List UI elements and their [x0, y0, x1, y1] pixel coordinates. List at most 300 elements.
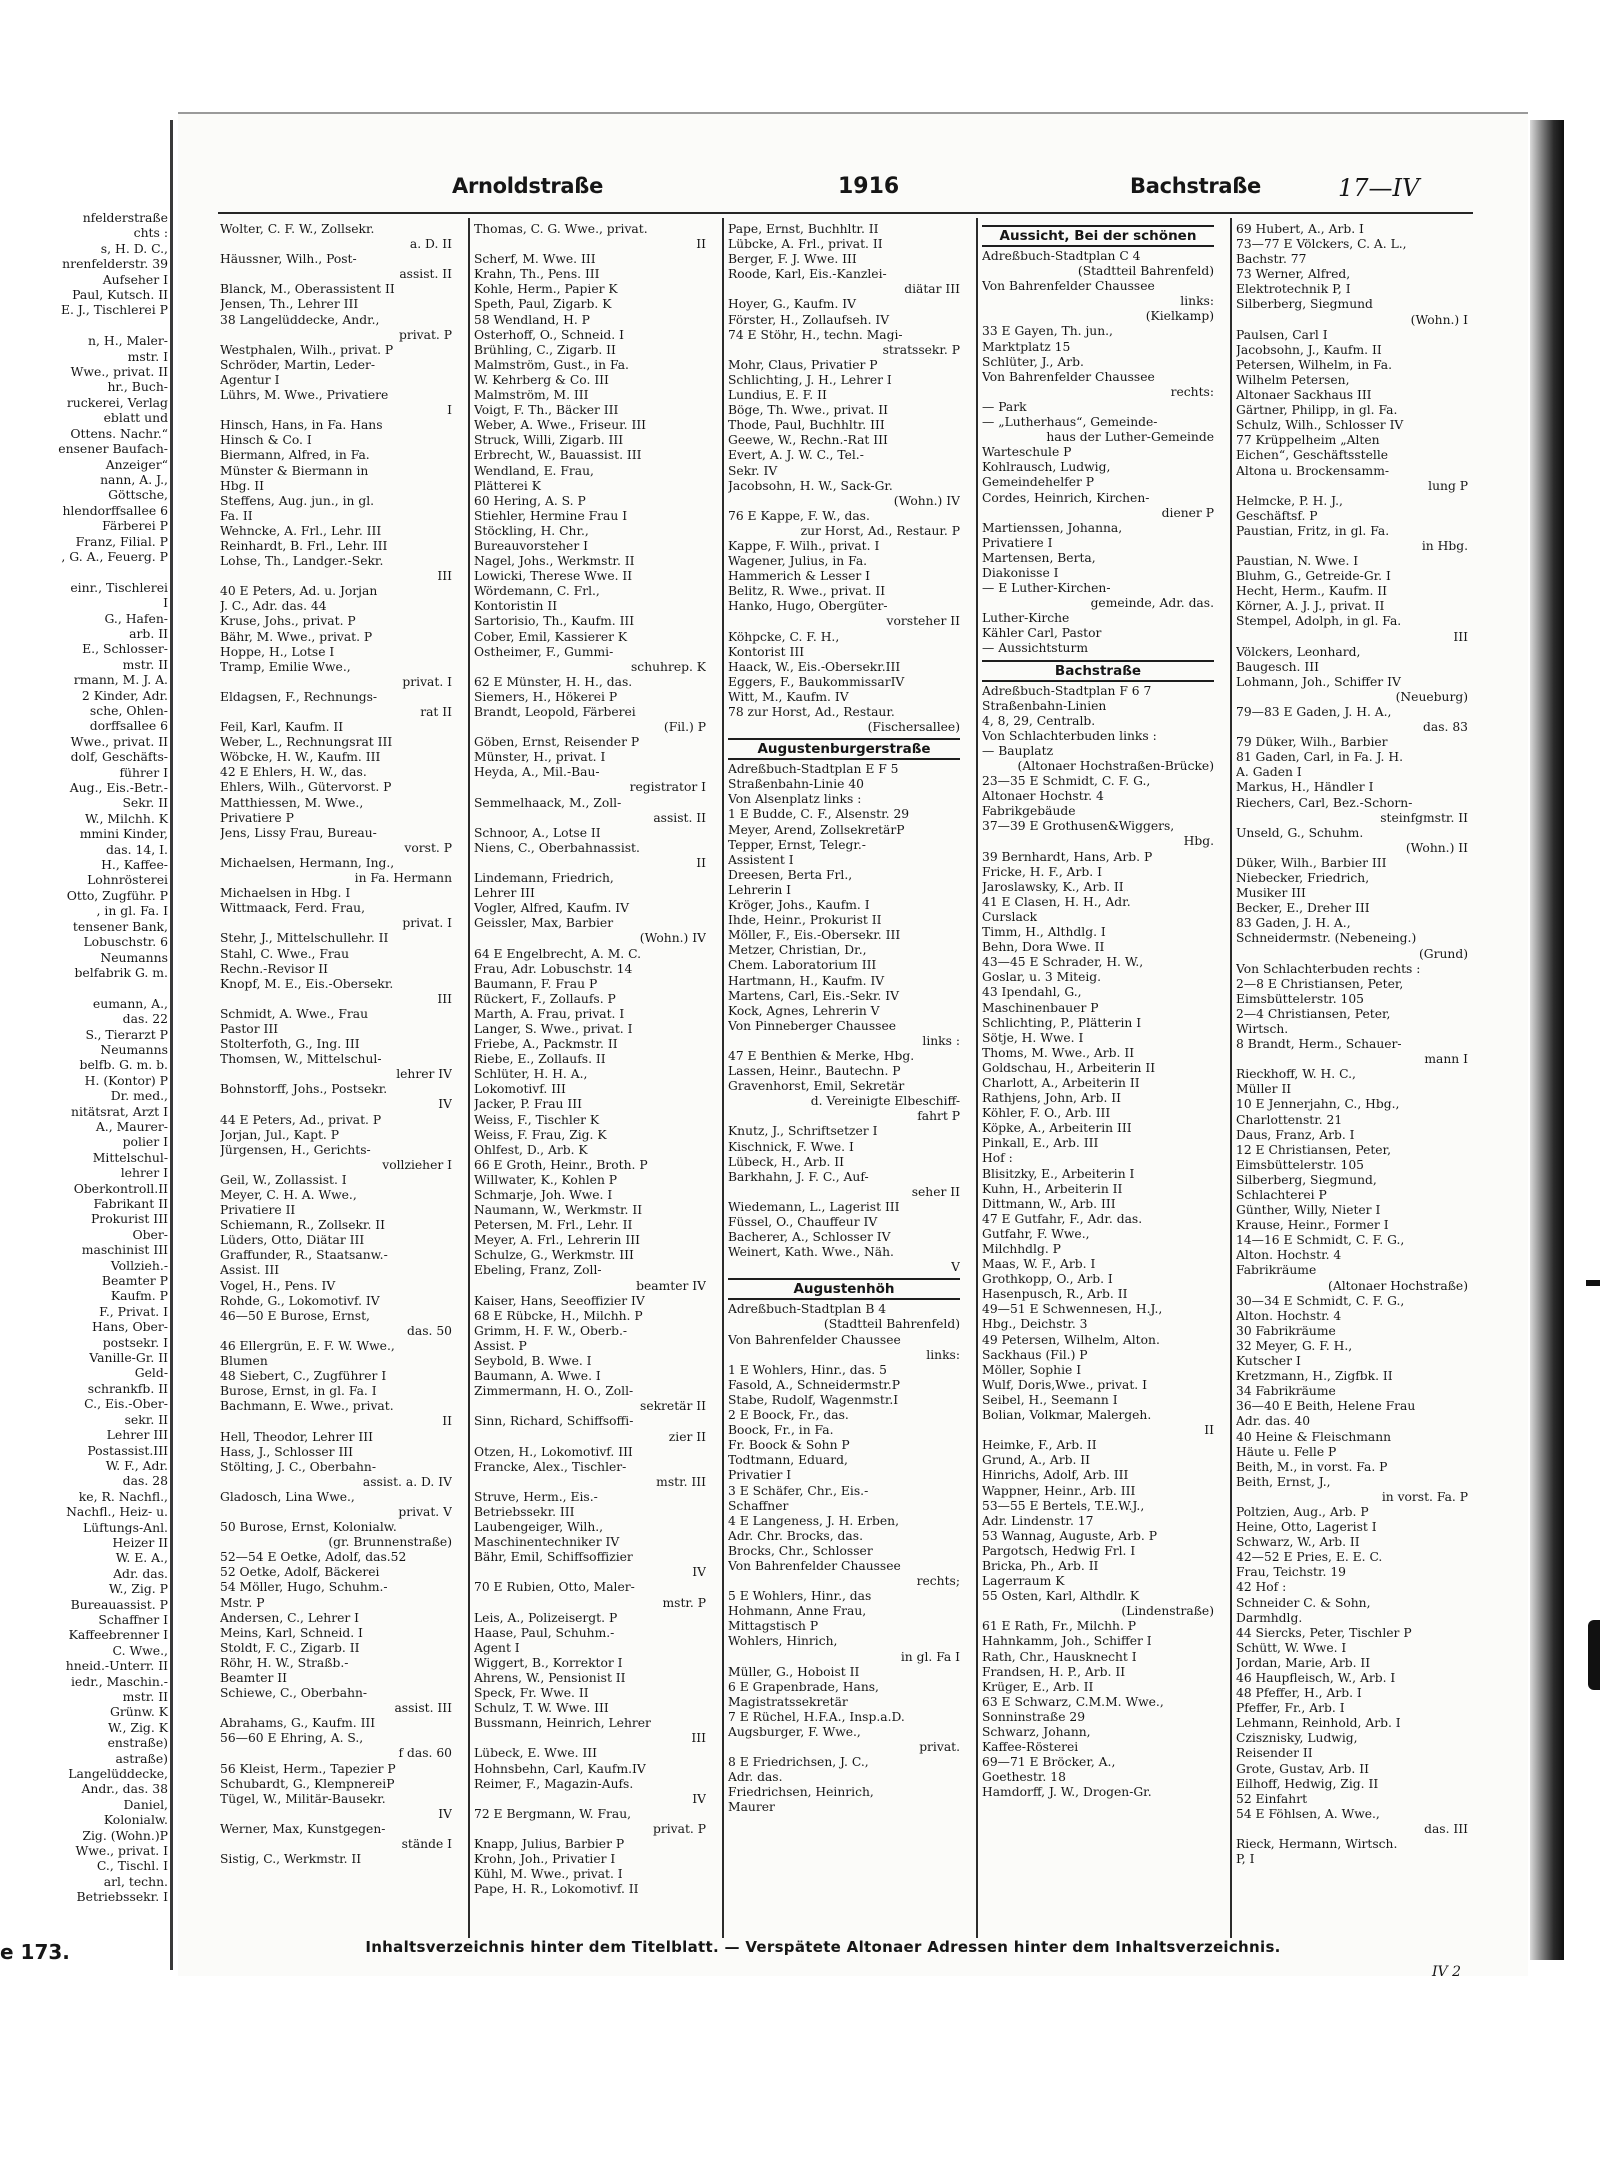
- directory-entry-line: 2—4 Christiansen, Peter,: [1236, 1006, 1391, 1021]
- directory-entry-line: 76 E Kappe, F. W., das.: [728, 508, 870, 523]
- directory-entry-line: Geissler, Max, Barbier: [474, 916, 614, 931]
- directory-entry-line: 2—8 E Christiansen, Peter,: [1236, 976, 1404, 991]
- directory-entry-line: Hoyer, G., Kaufm. IV: [728, 297, 857, 312]
- directory-entry-line: (Kielkamp): [1145, 309, 1214, 324]
- directory-entry-line: 39 Bernhardt, Hans, Arb. P: [982, 849, 1153, 864]
- directory-entry-line: Hecht, Herm., Kaufm. II: [1236, 584, 1388, 599]
- directory-entry-line: Reisender II: [1236, 1746, 1313, 1761]
- facing-page-line: , in gl. Fa. I: [96, 903, 168, 919]
- directory-entry-line: Sartorisio, Th., Kaufm. III: [474, 614, 635, 629]
- directory-entry-line: Lübeck, H., Arb. II: [728, 1154, 845, 1169]
- directory-entry-line: beamter IV: [636, 1278, 706, 1293]
- facing-page-line: s, H. D. C.,: [100, 240, 168, 256]
- directory-entry-line: (Stadtteil Bahrenfeld): [823, 1317, 960, 1332]
- directory-entry-line: 70 E Rubien, Otto, Maler-: [474, 1580, 635, 1595]
- directory-entry-line: 50 Burose, Ernst, Kolonialw.: [220, 1520, 397, 1535]
- directory-entry-line: Mittagstisch P: [728, 1619, 819, 1634]
- directory-entry-line: Häussner, Wilh., Post-: [220, 252, 357, 267]
- facing-page-line: W. F., Adr.: [105, 1457, 168, 1473]
- directory-entry-line: Sistig, C., Werkmstr. II: [220, 1852, 362, 1867]
- directory-entry-line: Förster, H., Zollaufseh. IV: [728, 312, 890, 327]
- directory-entry-line: assist. II: [399, 267, 452, 282]
- directory-entry-line: Von Pinneberger Chaussee: [728, 1018, 897, 1033]
- facing-page-line: das. 28: [122, 1473, 168, 1489]
- directory-entry-line: Pastor III: [220, 1021, 279, 1036]
- facing-page-line: Lohnrösterei: [87, 872, 168, 888]
- directory-entry-line: Diakonisse I: [982, 565, 1059, 580]
- directory-entry-line: Pfeffer, Fr., Arb. I: [1236, 1701, 1345, 1716]
- directory-entry-line: Schubardt, G., KlempnereiP: [220, 1776, 395, 1791]
- directory-entry-line: Hamdorff, J. W., Drogen-Gr.: [982, 1785, 1152, 1800]
- directory-entry-line: 1 E Budde, C. F., Alsenstr. 29: [728, 807, 910, 822]
- scan-binding-shadow: [1530, 120, 1564, 1960]
- directory-entry-line: rechts;: [916, 1574, 960, 1589]
- directory-entry-line: Möller, F., Eis.-Obersekr. III: [728, 928, 901, 943]
- directory-entry-line: Heyda, A., Mil.-Bau-: [474, 765, 600, 780]
- directory-entry-line: Agent I: [474, 1640, 520, 1655]
- facing-page-line: Wwe., privat. I: [75, 1843, 168, 1859]
- directory-entry-line: Chem. Laboratorium III: [728, 958, 877, 973]
- directory-entry-line: Baugesch. III: [1236, 659, 1319, 674]
- directory-entry-line: 52 Oetke, Adolf, Bäckerei: [220, 1565, 380, 1580]
- directory-entry-line: Andersen, C., Lehrer I: [220, 1610, 360, 1625]
- facing-page-line: führer I: [119, 764, 168, 780]
- directory-entry-line: Heimke, F., Arb. II: [982, 1438, 1097, 1453]
- directory-entry-line: Göben, Ernst, Reisender P: [474, 735, 640, 750]
- directory-entry-line: (Fil.) P: [663, 720, 706, 735]
- directory-entry-line: Seybold, B. Wwe. I: [474, 1354, 592, 1369]
- directory-entry-line: 74 E Stöhr, H., techn. Magi-: [728, 327, 903, 342]
- directory-entry-line: Thode, Paul, Buchhltr. III: [728, 418, 885, 433]
- directory-entry-line: Matthiessen, M. Wwe.,: [220, 795, 364, 810]
- directory-entry-line: lehrer IV: [396, 1067, 452, 1082]
- directory-entry-line: Schneider C. & Sohn,: [1236, 1595, 1371, 1610]
- facing-page-line: C. Wwe.,: [112, 1642, 168, 1658]
- facing-page-line: Geld-: [134, 1365, 168, 1381]
- facing-page-line: dorffsallee 6: [89, 718, 168, 734]
- directory-entry-line: privat. V: [398, 1504, 452, 1519]
- directory-entry-line: Gutfahr, F. Wwe.,: [982, 1226, 1090, 1241]
- facing-page-line: Vollzieh.-: [110, 1257, 168, 1273]
- directory-entry-line: 66 E Groth, Heinr., Broth. P: [474, 1157, 648, 1172]
- directory-entry-line: — „Lutherhaus“, Gemeinde-: [982, 415, 1158, 430]
- directory-entry-line: Fabrikräume: [1236, 1263, 1317, 1278]
- directory-entry-line: Mstr. P: [220, 1595, 265, 1610]
- directory-entry-line: steinfgmstr. II: [1380, 810, 1468, 825]
- directory-entry-line: Altonaer Sackhaus III: [1236, 388, 1372, 403]
- directory-entry-line: das. III: [1424, 1821, 1468, 1836]
- directory-entry-line: Laubengeiger, Wilh.,: [474, 1520, 604, 1535]
- directory-entry-line: (Fischersallee): [867, 720, 960, 735]
- directory-entry-line: (Lindenstraße): [1121, 1604, 1214, 1619]
- directory-entry-line: Martens, Carl, Eis.-Sekr. IV: [728, 988, 899, 1003]
- directory-entry-line: Geewe, W., Rechn.-Rat III: [728, 433, 888, 448]
- directory-entry-line: links:: [926, 1347, 960, 1362]
- directory-entry-line: Paustian, Fritz, in gl. Fa.: [1236, 523, 1390, 538]
- directory-entry-line: 72 E Bergmann, W. Frau,: [474, 1806, 632, 1821]
- directory-entry-line: Stehr, J., Mittelschullehr. II: [220, 931, 389, 946]
- facing-page-line: W., Milchh. K: [84, 810, 168, 826]
- directory-entry-line: Altonaer Hochstr. 4: [982, 789, 1104, 804]
- directory-entry-line: Jacobsohn, J., Kaufm. II: [1236, 342, 1382, 357]
- facing-page-line: C., Tischl. I: [96, 1858, 168, 1874]
- directory-entry-line: Assistent I: [728, 852, 794, 867]
- directory-entry-line: Wagener, Julius, in Fa.: [728, 554, 868, 569]
- directory-entry-line: Unseld, G., Schuhm.: [1236, 825, 1364, 840]
- directory-entry-line: Leis, A., Polizeisergt. P: [474, 1610, 618, 1625]
- directory-entry-line: Brocks, Chr., Schlosser: [728, 1543, 873, 1558]
- directory-entry-line: Goethestr. 18: [982, 1770, 1066, 1785]
- directory-entry-line: Schlüter, H. H. A.,: [474, 1067, 588, 1082]
- page-footer-notice: Inhaltsverzeichnis hinter dem Titelblatt. — Verspätete Altonaer Adressen hinter dem Inhaltsverzeichnis.: [365, 1938, 1281, 1956]
- directory-entry-line: Weiss, F. Frau, Zig. K: [474, 1127, 607, 1142]
- facing-page-line: Kaufm. P: [110, 1288, 168, 1304]
- directory-entry-line: das. 83: [1423, 720, 1468, 735]
- directory-entry-line: Silberberg, Siegmund: [1236, 297, 1373, 312]
- directory-entry-line: Kischnick, F. Wwe. I: [728, 1139, 854, 1154]
- directory-entry-line: 73—77 E Völckers, C. A. L.,: [1236, 237, 1407, 252]
- directory-entry-line: Röhr, H. W., Straßb.-: [220, 1655, 349, 1670]
- directory-entry-line: Brandt, Leopold, Färberei: [474, 705, 636, 719]
- directory-entry-line: Köhler, F. O., Arb. III: [982, 1106, 1111, 1121]
- directory-entry-line: Müller II: [1236, 1082, 1292, 1097]
- directory-entry-line: links:: [1180, 294, 1214, 309]
- directory-entry-line: II: [696, 855, 706, 870]
- directory-entry-line: Wehncke, A. Frl., Lehr. III: [220, 523, 382, 538]
- directory-entry-line: Hbg. II: [220, 478, 264, 493]
- directory-entry-line: Beamter II: [220, 1671, 288, 1685]
- directory-entry-line: Lagerraum K: [982, 1574, 1065, 1589]
- facing-page-line: polier I: [122, 1134, 168, 1150]
- directory-entry-line: Hoppe, H., Lotse I: [220, 644, 335, 659]
- directory-entry-line: Semmelhaack, M., Zoll-: [474, 795, 622, 810]
- directory-entry-line: 44 Siercks, Peter, Tischler P: [1236, 1625, 1412, 1640]
- directory-entry-line: Speck, Fr. Wwe. II: [474, 1686, 589, 1701]
- facing-page-line: Mittelschul-: [92, 1149, 168, 1165]
- directory-entry-line: Krahn, Th., Pens. III: [474, 267, 600, 282]
- directory-entry-line: Adr. das. 40: [1236, 1414, 1311, 1429]
- directory-entry-line: Schulz, Wilh., Schlosser IV: [1236, 418, 1404, 433]
- facing-page-line: sche, Ohlen-: [89, 703, 168, 718]
- facing-page-line: Bureauassist. P: [70, 1596, 168, 1612]
- directory-entry-line: Berger, F. J. Wwe. III: [728, 252, 857, 267]
- directory-entry-line: Kohle, Herm., Papier K: [474, 282, 618, 297]
- directory-entry-line: Warteschule P: [982, 445, 1072, 460]
- directory-entry-line: vorst. P: [404, 840, 452, 855]
- directory-entry-line: 46 Ellergrün, E. F. W. Wwe.,: [220, 1338, 395, 1353]
- directory-entry-line: Privatiere P: [220, 810, 294, 825]
- facing-page-fragment: [0, 120, 173, 1970]
- facing-page-line: Franz, Filial. P: [75, 533, 168, 549]
- directory-entry-line: 73 Werner, Alfred,: [1236, 267, 1351, 282]
- directory-entry-line: Maas, W. F., Arb. I: [982, 1257, 1096, 1272]
- directory-entry-line: sekretär II: [640, 1399, 706, 1414]
- facing-page-line: enstraße): [107, 1735, 168, 1751]
- directory-entry-line: Roode, Karl, Eis.-Kanzlei-: [728, 267, 887, 282]
- directory-entry-line: 46—50 E Burose, Ernst,: [220, 1308, 370, 1323]
- directory-entry-line: Cordes, Heinrich, Kirchen-: [982, 490, 1150, 505]
- directory-entry-line: Köhpcke, C. F. H.,: [728, 629, 840, 644]
- directory-entry-line: 69—71 E Bröcker, A.,: [982, 1755, 1116, 1770]
- directory-entry-line: 47 E Benthien & Merke, Hbg.: [728, 1048, 915, 1063]
- directory-entry-line: III: [1453, 629, 1468, 644]
- directory-entry-line: mann I: [1424, 1052, 1468, 1067]
- facing-page-line: belfb. G. m. b.: [79, 1057, 168, 1073]
- street-heading: Aussicht, Bei der schönen: [982, 225, 1214, 247]
- facing-page-line: Ottens. Nachr.“: [70, 425, 168, 441]
- facing-page-line: Fabrikant II: [93, 1196, 168, 1211]
- directory-entry-line: Eimsbüttelerstr. 105: [1236, 991, 1364, 1006]
- page-footer-code: IV 2: [1432, 1964, 1461, 1980]
- directory-entry-line: Wiggert, B., Korrektor I: [474, 1655, 623, 1670]
- directory-entry-line: Sekr. IV: [728, 463, 778, 478]
- facing-page-column: [0, 210, 170, 1905]
- directory-entry-line: Ohlfest, D., Arb. K: [474, 1142, 588, 1157]
- directory-entry-line: vorsteher II: [886, 614, 960, 629]
- directory-entry-line: Seibel, H., Seemann I: [982, 1392, 1118, 1407]
- directory-entry-line: 62 E Münster, H. H., das.: [474, 674, 633, 689]
- directory-entry-line: Münster, H., privat. I: [474, 750, 606, 765]
- directory-entry-line: Reinhardt, B. Frl., Lehr. III: [220, 538, 388, 553]
- directory-entry-line: Kock, Agnes, Lehrerin V: [728, 1003, 880, 1018]
- directory-entry-line: Jacker, P. Frau III: [474, 1097, 582, 1112]
- directory-entry-line: Friebe, A., Packmstr. II: [474, 1037, 618, 1052]
- directory-entry-line: Milchhdlg. P: [982, 1242, 1061, 1256]
- directory-entry-line: Blisitzky, E., Arbeiterin I: [982, 1166, 1135, 1181]
- scan-edge-mark: [1588, 1620, 1600, 1690]
- directory-entry-line: Francke, Alex., Tischler-: [474, 1459, 627, 1474]
- directory-entry-line: Riebe, E., Zollaufs. II: [474, 1052, 606, 1067]
- directory-entry-line: II: [442, 1414, 452, 1429]
- directory-entry-line: Lokomotivf. III: [474, 1082, 566, 1097]
- facing-page-line: Lobuschstr. 6: [83, 934, 168, 950]
- directory-entry-line: 79—83 E Gaden, J. H. A.,: [1236, 705, 1392, 719]
- directory-entry-line: Krohn, Joh., Privatier I: [474, 1852, 616, 1867]
- directory-entry-line: Augsburger, F. Wwe.,: [728, 1725, 861, 1739]
- directory-entry-line: Eichen“, Geschäftsstelle: [1236, 448, 1389, 463]
- directory-entry-line: Baumann, A. Wwe. I: [474, 1369, 601, 1384]
- directory-entry-line: a. D. II: [409, 237, 452, 252]
- directory-entry-line: Gärtner, Philipp, in gl. Fa.: [1236, 403, 1398, 418]
- directory-entry-line: IV: [692, 1791, 706, 1806]
- directory-entry-line: Struck, Willi, Zigarb. III: [474, 433, 624, 448]
- directory-entry-line: Bussmann, Heinrich, Lehrer: [474, 1716, 651, 1731]
- directory-entry-line: Privatier I: [728, 1468, 792, 1483]
- directory-entry-line: Erbrecht, W., Bauassist. III: [474, 448, 642, 463]
- directory-entry-line: Bähr, Emil, Schiffsoffizier: [474, 1550, 633, 1565]
- directory-entry-line: Krüger, E., Arb. II: [982, 1679, 1094, 1694]
- directory-entry-line: 42 Hof :: [1236, 1580, 1287, 1595]
- directory-entry-line: Thoms, M. Wwe., Arb. II: [982, 1045, 1135, 1060]
- facing-page-line: ke, R. Nachfl.,: [78, 1488, 168, 1504]
- facing-page-line: hr., Buch-: [107, 379, 168, 395]
- directory-entry-line: 42 E Ehlers, H. W., das.: [220, 765, 367, 780]
- facing-page-line: sekr. II: [124, 1411, 168, 1427]
- directory-entry-line: 12 E Christiansen, Peter,: [1236, 1142, 1391, 1157]
- directory-entry-line: Lehrerin I: [728, 882, 792, 897]
- directory-entry-line: assist. II: [653, 810, 706, 825]
- directory-entry-line: Haase, Paul, Schuhm.-: [474, 1625, 615, 1640]
- facing-page-line: belfabrik G. m.: [74, 964, 168, 980]
- directory-entry-line: A. Gaden I: [1236, 765, 1302, 780]
- directory-entry-line: Knopf, M. E., Eis.-Obersekr.: [220, 976, 394, 991]
- directory-entry-line: Baumann, F. Frau P: [474, 976, 598, 991]
- directory-entry-line: Hinrichs, Adolf, Arb. III: [982, 1468, 1129, 1483]
- directory-entry-line: — Bauplatz: [982, 743, 1054, 758]
- directory-entry-line: Lührs, M. Wwe., Privatiere: [220, 388, 389, 403]
- directory-entry-line: 1 E Wohlers, Hinr., das. 5: [728, 1362, 887, 1377]
- facing-page-line: 2 Kinder, Adr.: [81, 687, 168, 703]
- directory-entry-line: Schiemann, R., Zollsekr. II: [220, 1218, 385, 1233]
- directory-entry-line: III: [691, 1731, 706, 1746]
- directory-entry-line: Belitz, R. Wwe., privat. II: [728, 584, 886, 599]
- facing-page-line: das. 22: [122, 1011, 168, 1027]
- directory-entry-line: Frau, Teichstr. 19: [1236, 1565, 1346, 1580]
- street-heading: Augustenburgerstraße: [728, 738, 960, 760]
- directory-entry-line: Schmarje, Joh. Wwe. I: [474, 1188, 613, 1202]
- facing-page-line: rmann, M. J. A.: [73, 672, 168, 688]
- directory-entry-line: 6 E Grapenbrade, Hans,: [728, 1679, 879, 1694]
- directory-entry-line: Plätterei K: [474, 478, 541, 493]
- directory-entry-line: Metzer, Christian, Dr.,: [728, 943, 867, 958]
- directory-entry-line: Schulze, G., Werkmstr. III: [474, 1248, 634, 1263]
- directory-entry-line: 23—35 E Schmidt, C. F. G.,: [982, 774, 1151, 789]
- directory-entry-line: 40 E Peters, Ad. u. Jorjan: [220, 584, 378, 599]
- directory-entry-line: 55 Osten, Karl, Althdlr. K: [982, 1589, 1140, 1604]
- directory-entry-line: Thomas, C. G. Wwe., privat.: [474, 222, 648, 236]
- page-header: [178, 174, 1468, 206]
- directory-entry-line: 53—55 E Bertels, T.E.W.J.,: [982, 1498, 1145, 1513]
- directory-entry-line: Von Schlachterbuden links :: [982, 728, 1157, 743]
- directory-entry-line: Rieckhoff, W. H. C.,: [1236, 1067, 1356, 1082]
- directory-entry-line: Jordan, Marie, Arb. II: [1236, 1655, 1371, 1670]
- directory-entry-line: Bohnstorff, Johs., Postsekr.: [220, 1082, 388, 1097]
- directory-entry-line: Schlichting, J. H., Lehrer I: [728, 372, 892, 387]
- directory-entry-line: Graffunder, R., Staatsanw.-: [220, 1248, 388, 1263]
- directory-entry-line: Grote, Gustav, Arb. II: [1236, 1761, 1369, 1776]
- directory-entry-line: Knutz, J., Schriftsetzer I: [728, 1124, 878, 1139]
- directory-entry-line: Schlachterei P: [1236, 1188, 1327, 1202]
- directory-entry-line: 56 Kleist, Herm., Tapezier P: [220, 1761, 396, 1776]
- facing-page-line: W. E. A.,: [115, 1550, 168, 1566]
- directory-entry-line: Bachstr. 77: [1236, 252, 1307, 267]
- directory-entry-line: Martensen, Berta,: [982, 550, 1096, 565]
- column-divider: [1230, 218, 1232, 1938]
- directory-entry-line: Wohlers, Hinrich,: [728, 1634, 838, 1649]
- directory-entry-line: Jens, Lissy Frau, Bureau-: [220, 825, 377, 840]
- header-year: 1916: [838, 174, 900, 199]
- directory-entry-line: Jorjan, Jul., Kapt. P: [220, 1127, 340, 1142]
- facing-page-line: Andr., das. 38: [81, 1781, 168, 1797]
- directory-entry-line: Hartmann, H., Kaufm. IV: [728, 973, 885, 988]
- facing-page-line: W., Zig. K: [107, 1719, 168, 1735]
- facing-page-line: Aug., Eis.-Betr.-: [69, 780, 168, 796]
- directory-entry-line: Füssel, O., Chauffeur IV: [728, 1215, 878, 1229]
- directory-entry-line: Pinkall, E., Arb. III: [982, 1136, 1099, 1151]
- directory-entry-line: privat. P: [399, 327, 452, 342]
- directory-entry-line: mstr. III: [656, 1474, 706, 1489]
- facing-page-line: [0, 318, 170, 333]
- directory-entry-line: 30—34 E Schmidt, C. F. G.,: [1236, 1293, 1405, 1308]
- directory-entry-line: 48 Siebert, C., Zugführer I: [220, 1369, 387, 1384]
- directory-entry-line: Günther, Willy, Nieter I: [1236, 1203, 1381, 1218]
- facing-page-line: mmini Kinder,: [79, 826, 168, 842]
- directory-entry-line: diener P: [1161, 505, 1214, 520]
- directory-entry-line: 8 E Friedrichsen, J. C.,: [728, 1755, 869, 1770]
- directory-entry-line: in vorst. Fa. P: [1381, 1489, 1468, 1504]
- directory-entry-line: Lüders, Otto, Diätar III: [220, 1233, 365, 1248]
- directory-entry-line: Kuhn, H., Arbeiterin II: [982, 1181, 1123, 1196]
- directory-entry-line: Weinert, Kath. Wwe., Näh.: [728, 1245, 894, 1260]
- directory-entry-line: Fa. II: [220, 508, 253, 523]
- directory-entry-line: Von Bahrenfelder Chaussee: [982, 279, 1155, 294]
- directory-entry-line: Lehrer III: [474, 886, 535, 901]
- directory-entry-line: Münster & Biermann in: [220, 463, 369, 478]
- directory-entry-line: Timm, H., Althdlg. I: [982, 925, 1106, 940]
- directory-entry-line: Meyer, Arend, ZollsekretärP: [728, 822, 905, 837]
- directory-entry-line: Langer, S. Wwe., privat. I: [474, 1021, 633, 1036]
- directory-entry-line: Curslack: [982, 909, 1038, 924]
- directory-entry-line: Steffens, Aug. jun., in gl.: [220, 493, 375, 508]
- directory-entry-line: IV: [438, 1806, 452, 1821]
- directory-entry-line: Haack, W., Eis.-Obersekr.III: [728, 659, 901, 674]
- directory-entry-line: rechts:: [1170, 384, 1214, 399]
- facing-page-line: eblatt und: [103, 410, 168, 426]
- directory-entry-line: Abrahams, G., Kaufm. III: [220, 1716, 376, 1731]
- directory-entry-line: Stolterfoth, G., Ing. III: [220, 1037, 360, 1052]
- directory-entry-line: Schulz, T. W. Wwe. III: [474, 1701, 609, 1716]
- directory-entry-line: Osterhoff, O., Schneid. I: [474, 327, 624, 342]
- directory-entry-line: d. Vereinigte Elbeschiff-: [810, 1094, 960, 1109]
- facing-page-line: mstr. II: [122, 656, 168, 672]
- directory-entry-line: stände I: [401, 1837, 452, 1852]
- directory-entry-line: Straßenbahn-Linien: [982, 698, 1107, 713]
- facing-page-line: W., Zig. P: [108, 1581, 168, 1597]
- directory-entry-line: Charlott, A., Arbeiterin II: [982, 1075, 1140, 1090]
- facing-page-line: F., Privat. I: [99, 1303, 168, 1319]
- directory-entry-line: Werner, Max, Kunstgegen-: [220, 1821, 386, 1836]
- directory-entry-line: Markus, H., Händler I: [1236, 780, 1374, 795]
- facing-page-footer: e 173.: [0, 1940, 70, 1964]
- facing-page-line: Kaffeebrenner I: [68, 1627, 168, 1643]
- directory-entry-line: Hanko, Hugo, Obergüter-: [728, 599, 888, 614]
- directory-entry-line: Siemers, H., Hökerei P: [474, 689, 618, 704]
- directory-entry-line: Barkhahn, J. F. C., Auf-: [728, 1169, 869, 1184]
- directory-entry-line: Privatiere II: [220, 1203, 296, 1218]
- directory-entry-line: 47 E Gutfahr, F., Adr. das.: [982, 1211, 1143, 1226]
- directory-entry-line: IV: [692, 1565, 706, 1580]
- directory-entry-line: — E Luther-Kirchen-: [982, 581, 1111, 596]
- facing-page-line: eumann, A.,: [92, 995, 168, 1011]
- directory-entry-line: Adreßbuch-Stadtplan B 4: [728, 1302, 887, 1317]
- directory-entry-line: Hell, Theodor, Lehrer III: [220, 1429, 373, 1444]
- directory-entry-line: Gravenhorst, Emil, Sekretär: [728, 1079, 905, 1094]
- directory-entry-line: Feil, Karl, Kaufm. II: [220, 720, 344, 735]
- facing-page-line: Oberkontroll.II: [73, 1180, 168, 1196]
- directory-entry-line: 54 E Föhlsen, A. Wwe.,: [1236, 1806, 1380, 1821]
- facing-page-line: maschinist III: [81, 1242, 168, 1258]
- directory-entry-line: Martienssen, Johanna,: [982, 520, 1123, 535]
- directory-entry-line: Bähr, M. Wwe., privat. P: [220, 629, 373, 644]
- directory-entry-line: Geil, W., Zollassist. I: [220, 1172, 347, 1187]
- directory-entry-line: Adr. das.: [728, 1770, 783, 1785]
- directory-entry-line: privat. P: [653, 1821, 706, 1836]
- directory-entry-line: Nagel, Johs., Werkmstr. II: [474, 554, 635, 569]
- directory-entry-line: Goldschau, H., Arbeiterin II: [982, 1060, 1156, 1075]
- directory-entry-line: Stabe, Rudolf, Wagenmstr.I: [728, 1392, 899, 1407]
- directory-entry-line: Lohmann, Joh., Schiffer IV: [1236, 674, 1401, 689]
- directory-entry-line: Schröder, Martin, Leder-: [220, 357, 376, 372]
